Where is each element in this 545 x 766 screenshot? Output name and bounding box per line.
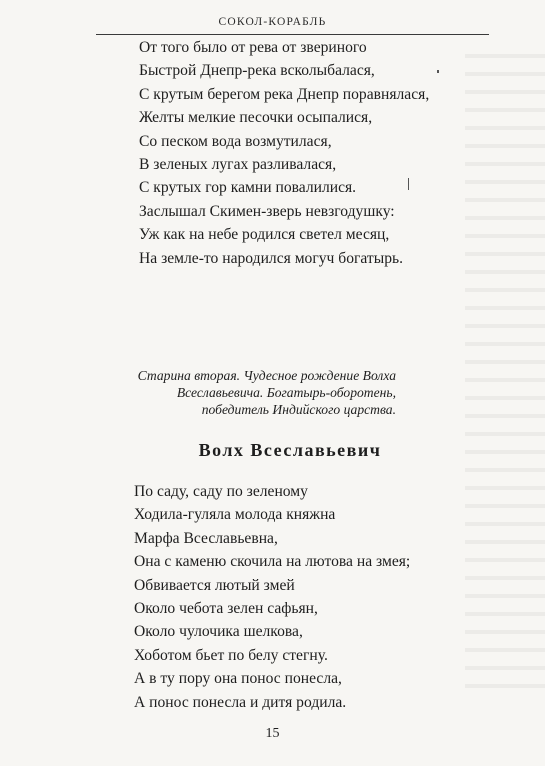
- verse-line: Обвивается лютый змей: [134, 576, 295, 594]
- ink-speck: [437, 70, 439, 73]
- epigraph-line: Всеславьевича. Богатырь-оборотень,: [176, 385, 396, 400]
- bleed-through-shadow: [465, 40, 545, 700]
- verse-block-2: [134, 480, 410, 714]
- verse-line: Около чебота зелен сафьян,: [134, 599, 318, 617]
- epigraph-line: победитель Индийского царства.: [201, 402, 396, 417]
- verse-line: Марфа Всеславьевна,: [134, 529, 278, 547]
- verse-line: Уж как на небе родился светел месяц,: [139, 226, 390, 244]
- verse-line: Заслышал Скимен-зверь невзгодушку:: [139, 202, 395, 220]
- epigraph-line: Старина вторая. Чудесное рождение Волха: [137, 368, 396, 383]
- header-rule: [96, 34, 489, 35]
- verse-line: Она с каменю скочила на лютова на змея;: [134, 553, 411, 571]
- epigraph: [96, 367, 396, 418]
- verse-block-1: [139, 36, 429, 270]
- verse-line: Около чулочика шелкова,: [134, 623, 303, 641]
- verse-line: Быстрой Днепр-река всколыбалася,: [139, 62, 375, 80]
- verse-line: Хоботом бьет по белу стегну.: [134, 646, 328, 664]
- verse-line: С крутым берегом река Днепр поравнялася,: [139, 85, 430, 103]
- page-number: 15: [265, 726, 280, 741]
- verse-line: От того было от рева от звериного: [139, 39, 367, 56]
- running-head: СОКОЛ-КОРАБЛЬ: [218, 16, 327, 28]
- verse-line: На земле-то народился могуч богатырь.: [139, 249, 404, 267]
- verse-line: По саду, саду по зеленому: [134, 483, 308, 500]
- verse-line: А понос понесла и дитя родила.: [134, 693, 347, 711]
- verse-line: В зеленых лугах разливалася,: [139, 155, 337, 173]
- verse-line: С крутых гор камни повалилися.: [139, 179, 357, 197]
- chapter-title: Волх Всеславьевич: [198, 440, 382, 460]
- verse-line: Желты мелкие песочки осыпалися,: [139, 109, 373, 127]
- verse-line: А в ту пору она понос понесла,: [134, 670, 342, 688]
- verse-line: Ходила-гуляла молода княжна: [134, 506, 336, 524]
- verse-line: Со песком вода возмутилася,: [139, 132, 332, 150]
